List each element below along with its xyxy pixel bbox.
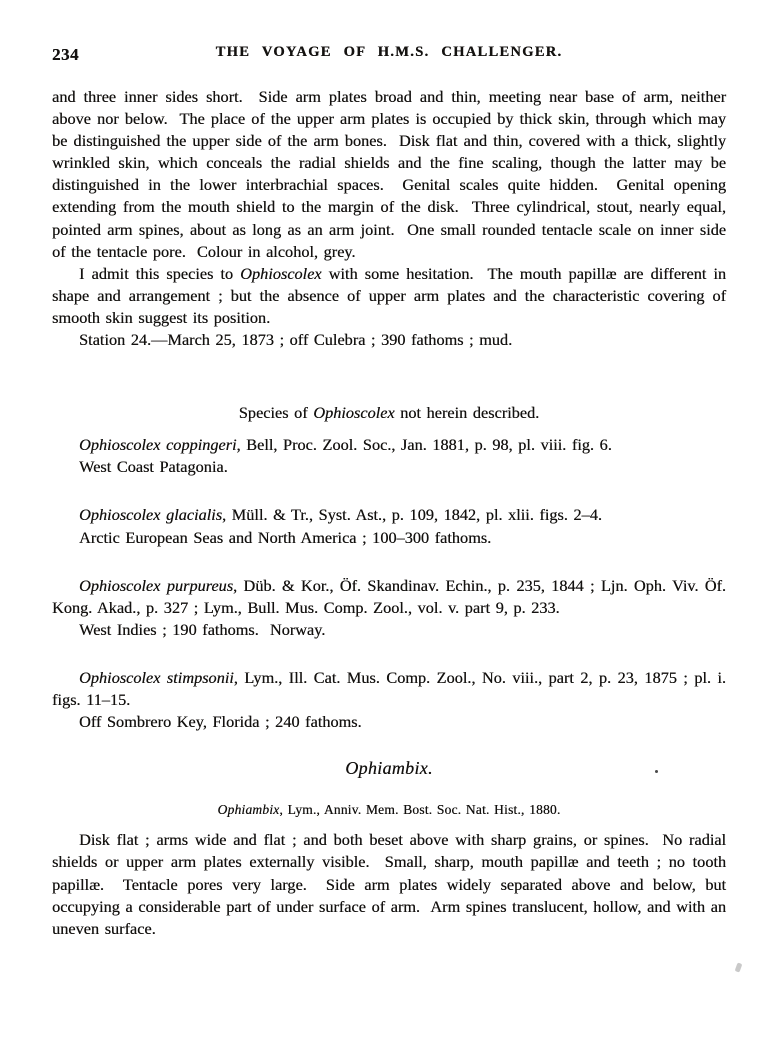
page-content <box>52 86 726 940</box>
section-heading: Species of Ophioscolex not herein described. <box>238 403 540 423</box>
page-number: 234 <box>52 45 79 64</box>
genus-heading: Ophiambix. <box>345 758 433 779</box>
species-entry <box>52 667 726 733</box>
species-entry <box>52 504 726 548</box>
species-entry <box>52 575 726 641</box>
genus-citation-line: Ophiambix, Lym., Anniv. Mem. Bost. Soc. Nat. Hist., 1880. <box>217 802 561 818</box>
species-citation: Ophioscolex stimpsonii, Lym., Ill. Cat. Mus. Comp. Zool., No. viii., part 2, p. 23, 1875 ; pl. i. figs. 11–15. <box>52 667 727 709</box>
species-locality: Off Sombrero Key, Florida ; 240 fathoms. <box>79 712 362 732</box>
paragraph-genus-description: Disk flat ; arms wide and flat ; and both beset above with sharp grains, or spines. No radial shields or upper arm plates externally visible. Small, sharp, mouth papillæ and teeth ; no tooth papillæ. Tentacle pores very large. Side arm plates widely separated above and below, but occupying a considerable part of under surface of arm. Arm spines translucent, hollow, and with an uneven surface. <box>52 830 726 938</box>
species-entry <box>52 434 726 478</box>
species-locality: West Indies ; 190 fathoms. Norway. <box>79 619 326 639</box>
species-locality: West Coast Patagonia. <box>79 457 228 477</box>
species-locality: Arctic European Seas and North America ; 100–300 fathoms. <box>79 527 492 547</box>
species-citation: Ophioscolex coppingeri, Bell, Proc. Zool. Soc., Jan. 1881, p. 98, pl. viii. fig. 6. <box>79 435 612 455</box>
page-header <box>52 44 726 68</box>
scan-artifact-smudge <box>735 962 743 972</box>
scan-artifact-dot <box>655 770 658 773</box>
paragraph-species-description: and three inner sides short. Side arm plates broad and thin, meeting near base of arm, neither above nor below. The place of the upper arm plates is occupied by thick skin, through which may be distinguished the upper side of the arm bones. Disk flat and thin, covered with a thick, slightly wrinkled skin, which conceals the radial shields and the fine scaling, though the latter may be distinguished in the lower interbrachial spaces. Genital scales quite hidden. Genital opening extending from the mouth shield to the margin of the disk. Three cylindrical, stout, nearly equal, pointed arm spines, about as long as an arm joint. One small rounded tentacle scale on inner side of the tentacle pore. Colour in alcohol, grey. <box>52 87 726 261</box>
paragraph-admission-note: I admit this species to Ophioscolex with some hesitation. The mouth papillæ are different in shape and arrangement ; but the absence of upper arm plates and the characteristic covering of smooth skin suggest its position. <box>52 263 726 327</box>
species-citation: Ophioscolex glacialis, Müll. & Tr., Syst. Ast., p. 109, 1842, pl. xlii. figs. 2–4. <box>79 505 602 525</box>
species-citation: Ophioscolex purpureus, Düb. & Kor., Öf. Skandinav. Echin., p. 235, 1844 ; Ljn. Oph. Viv. Öf. Kong. Akad., p. 327 ; Lym., Bull. Mus. Comp. Zool., vol. v. part 9, p. 233. <box>52 575 726 617</box>
running-title: THE VOYAGE OF H.M.S. CHALLENGER. <box>215 44 563 60</box>
paragraph-station-record: Station 24.—March 25, 1873 ; off Culebra ; 390 fathoms ; mud. <box>79 330 513 350</box>
